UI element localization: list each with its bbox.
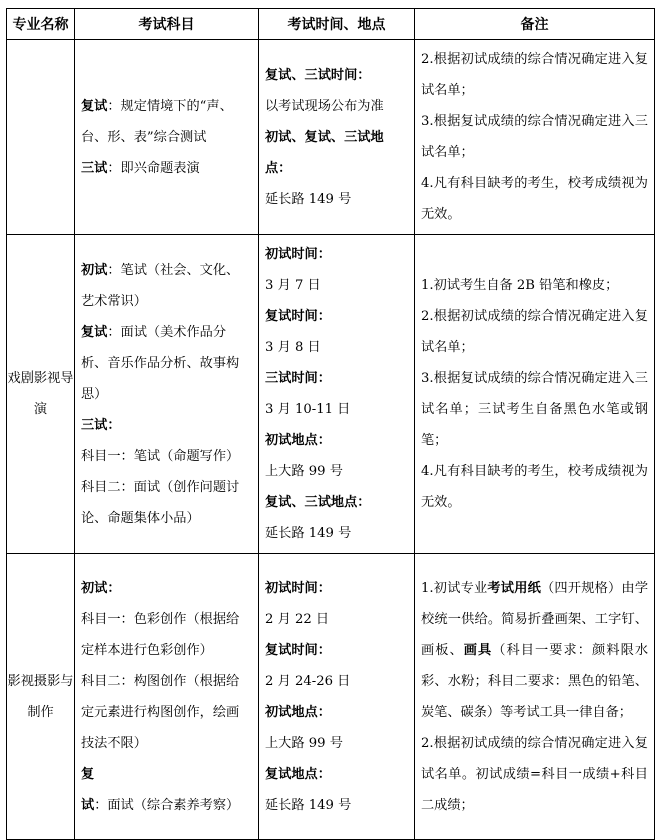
- major-name: 影视摄影与制作: [7, 554, 75, 840]
- bold-text: ：: [107, 580, 121, 596]
- text-line: [265, 635, 408, 666]
- text-line: [81, 666, 252, 759]
- notes-cell: [415, 40, 655, 235]
- notes-cell: [415, 235, 655, 554]
- subjects-cell: [75, 235, 259, 554]
- bold-text: 复试时间：: [265, 309, 331, 324]
- text-segment: 科目二：面试（创作问题讨论、命题集体小品）: [81, 479, 240, 526]
- text-line: [265, 270, 408, 301]
- text-line: [265, 790, 408, 821]
- bold-text: 复试、三试地点：: [265, 495, 371, 510]
- bold-text: 复试: [81, 98, 108, 114]
- text-segment: ：即兴命题表演: [107, 160, 200, 176]
- bold-text: 复试地点：: [265, 766, 331, 782]
- bold-text: 三试时间：: [265, 371, 331, 386]
- text-segment: ：面试（美术作品分析、音乐作品分析、故事构思）: [81, 324, 240, 402]
- bold-text: 三试: [81, 417, 108, 433]
- subjects-cell: [75, 554, 259, 840]
- bold-text: ：: [107, 417, 121, 433]
- text-line: [265, 518, 408, 549]
- text-line: [265, 363, 408, 394]
- bold-text: 初试、复试、三试地点：: [265, 129, 384, 176]
- text-line: [265, 332, 408, 363]
- text-line: [81, 255, 252, 317]
- text-line: [265, 301, 408, 332]
- text-line: [265, 394, 408, 425]
- text-line: [265, 456, 408, 487]
- table-row: [7, 40, 655, 235]
- text-segment: ：规定情境下的“声、台、形、表”综合测试: [81, 98, 233, 145]
- text-segment: （科目一要求：颜料限水彩、水粉；科目二要求：黑色的铅笔、炭笔、碳条）等考试工具一律自备；: [421, 642, 649, 720]
- bold-text: 初试地点：: [265, 704, 331, 720]
- header-subjects: 考试科目: [75, 9, 259, 40]
- text-segment: 2.根据初试成绩的综合情况确定进入复试名单；: [421, 52, 648, 98]
- time-place-cell: [259, 40, 415, 235]
- header-time-place: 考试时间、地点: [259, 9, 415, 40]
- text-segment: 3.根据复试成绩的综合情况确定进入三试名单；三试考生自备黑色水笔或钢笔；: [421, 371, 648, 448]
- text-line: [265, 666, 408, 697]
- header-notes: 备注: [415, 9, 655, 40]
- bold-text: 画具: [463, 642, 493, 658]
- text-segment: 科目二：构图创作（根据给定元素进行构图创作，绘画技法不限）: [81, 673, 240, 751]
- text-line: [421, 168, 648, 230]
- bold-text: 初试: [81, 580, 108, 596]
- bold-text: 初试时间：: [265, 580, 331, 596]
- text-segment: 2.根据初试成绩的综合情况确定进入复试名单。初试成绩=科目一成绩+科目二成绩；: [421, 735, 648, 813]
- time-place-cell: [259, 235, 415, 554]
- text-line: [265, 487, 408, 518]
- table-row: [7, 554, 655, 840]
- text-segment: 延长路 149 号: [265, 797, 352, 813]
- text-line: [81, 604, 252, 666]
- text-line: [81, 410, 252, 441]
- text-line: [265, 728, 408, 759]
- text-segment: 2 月 24-26 日: [265, 673, 351, 689]
- text-line: [421, 573, 648, 728]
- text-segment: 上大路 99 号: [265, 735, 343, 751]
- bold-text: 复试: [81, 766, 95, 813]
- text-line: [421, 363, 648, 456]
- text-segment: 以考试现场公布为准: [265, 98, 384, 114]
- text-line: [81, 441, 252, 472]
- subjects-cell: [75, 40, 259, 235]
- text-line: [81, 472, 252, 534]
- text-segment: ：笔试（社会、文化、艺术常识）: [81, 262, 240, 309]
- text-line: [421, 44, 648, 106]
- time-place-cell: [259, 554, 415, 840]
- text-segment: （四开规格）由学校统一供给。简易折叠画架、工字钉、画板、: [421, 580, 649, 658]
- text-segment: 延长路 149 号: [265, 191, 352, 207]
- text-segment: 科目一：笔试（命题写作）: [81, 448, 240, 464]
- text-line: [81, 153, 252, 184]
- text-line: [265, 60, 408, 91]
- notes-cell: [415, 554, 655, 840]
- bold-text: 初试: [81, 262, 108, 278]
- major-name: [7, 40, 75, 235]
- text-line: [421, 270, 648, 301]
- text-segment: 2 月 22 日: [265, 611, 330, 627]
- text-line: [81, 91, 252, 153]
- bold-text: 复试、三试时间：: [265, 67, 371, 83]
- text-segment: 1.初试考生自备 2B 铅笔和橡皮；: [421, 278, 619, 293]
- text-line: [421, 106, 648, 168]
- text-line: [81, 573, 252, 604]
- bold-text: 复试时间：: [265, 642, 331, 658]
- text-segment: 上大路 99 号: [265, 464, 343, 479]
- text-line: [265, 759, 408, 790]
- text-segment: 3.根据复试成绩的综合情况确定进入三试名单；: [421, 114, 648, 160]
- text-line: [265, 122, 408, 184]
- text-line: [265, 697, 408, 728]
- text-line: [81, 759, 252, 821]
- text-line: [265, 91, 408, 122]
- text-line: [265, 239, 408, 270]
- text-line: [265, 184, 408, 215]
- text-segment: ：面试（综合素养考察）: [94, 797, 240, 813]
- text-segment: 3 月 8 日: [265, 340, 321, 355]
- table-header-row: [7, 9, 655, 40]
- text-line: [265, 573, 408, 604]
- text-line: [265, 425, 408, 456]
- text-segment: 2.根据初试成绩的综合情况确定进入复试名单；: [421, 309, 648, 355]
- bold-text: 初试地点：: [265, 433, 331, 448]
- bold-text: 考试用纸: [487, 580, 542, 596]
- text-segment: 1.初试专业: [421, 580, 488, 596]
- header-major: 专业名称: [7, 9, 75, 40]
- text-line: [421, 301, 648, 363]
- text-segment: 科目一：色彩创作（根据给定样本进行色彩创作）: [81, 611, 240, 658]
- bold-text: 复试: [81, 324, 108, 340]
- bold-text: 三试: [81, 160, 108, 176]
- text-segment: 4.凡有科目缺考的考生，校考成绩视为无效。: [421, 464, 648, 510]
- text-line: [265, 604, 408, 635]
- text-segment: 4.凡有科目缺考的考生，校考成绩视为无效。: [421, 176, 648, 222]
- major-name: 戏剧影视导演: [7, 235, 75, 554]
- bold-text: 初试时间：: [265, 247, 331, 262]
- text-segment: 延长路 149 号: [265, 526, 352, 541]
- exam-schedule-table: [6, 8, 655, 840]
- table-row: [7, 235, 655, 554]
- text-line: [81, 317, 252, 410]
- text-segment: 3 月 7 日: [265, 278, 321, 293]
- text-segment: 3 月 10-11 日: [265, 402, 351, 417]
- text-line: [421, 456, 648, 518]
- text-line: [421, 728, 648, 821]
